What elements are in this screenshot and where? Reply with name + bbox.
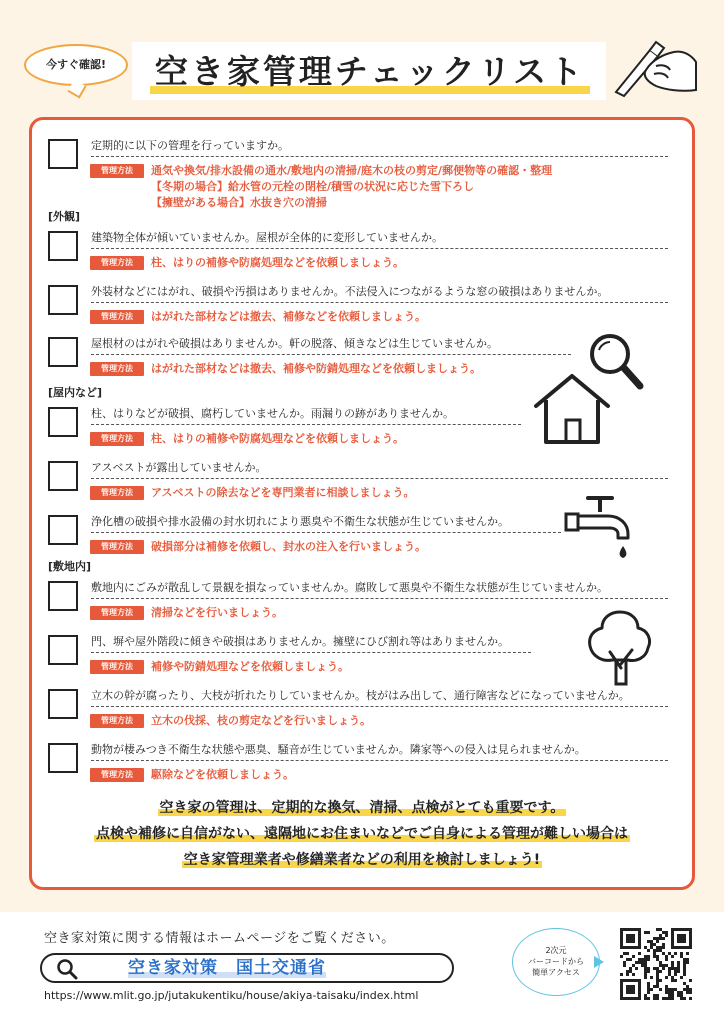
closing-text: 空き家の管理は、定期的な換気、清掃、点検がとても重要です。: [159, 800, 565, 816]
method-tag: 管理方法: [90, 256, 144, 270]
pen-hand-icon: [612, 30, 698, 96]
method-tag: 管理方法: [90, 164, 144, 178]
search-keyword[interactable]: [128, 958, 326, 978]
closing-text: 点検や補修に自信がない、遠隔地にお住まいなどでご自身による管理が難しい場合は: [96, 826, 628, 842]
checklist-item: [48, 580, 668, 624]
item-answer: はがれた部材などは撤去、補修や防錆処理などを依頼しましょう。: [151, 362, 481, 375]
closing-line: [30, 850, 694, 870]
page-title: 空き家管理チェックリスト: [154, 52, 586, 91]
method-tag: 管理方法: [90, 486, 144, 500]
checkbox[interactable]: [48, 743, 78, 773]
item-question: 建築物全体が傾いていませんか。屋根が全体的に変形していませんか。: [91, 230, 668, 249]
qr-code[interactable]: [620, 928, 692, 1000]
checkbox[interactable]: [48, 407, 78, 437]
item-question: 柱、はりなどが破損、腐朽していませんか。雨漏りの跡がありませんか。: [91, 406, 521, 425]
checklist-item: [48, 284, 668, 328]
item-question: 外装材などにはがれ、破損や汚損はありませんか。不法侵入につながるような窓の破損はありませんか。: [91, 284, 668, 303]
method-tag: 管理方法: [90, 768, 144, 782]
item-answer: アスベストの除去などを専門業者に相談しましょう。: [151, 486, 415, 499]
search-keyword-text: 空き家対策 国土交通省: [128, 958, 326, 978]
section-grounds: [敷地内]: [48, 560, 92, 573]
item-answer: 駆除などを依頼しましょう。: [151, 768, 294, 781]
footer-info-text: 空き家対策に関する情報はホームページをご覧ください。: [44, 931, 395, 946]
closing-text: 空き家管理業者や修繕業者などの利用を検討しましょう!: [183, 852, 541, 868]
search-icon: [56, 958, 78, 980]
checkbox[interactable]: [48, 515, 78, 545]
method-tag: 管理方法: [90, 606, 144, 620]
checklist-item: [48, 742, 668, 786]
qr-bubble-line: 簡単アクセス: [532, 968, 580, 977]
section-interior: [屋内など]: [48, 386, 103, 399]
method-tag: 管理方法: [90, 362, 144, 376]
faucet-icon: [562, 490, 638, 566]
qr-bubble-line: 2次元: [545, 946, 567, 955]
checkbox[interactable]: [48, 581, 78, 611]
item-answer: 【擁壁がある場合】水抜き穴の清掃: [151, 196, 327, 209]
item-question: アスベストが露出していませんか。: [91, 460, 668, 479]
checkbox[interactable]: [48, 461, 78, 491]
checkbox[interactable]: [48, 285, 78, 315]
checkbox[interactable]: [48, 231, 78, 261]
checkbox[interactable]: [48, 689, 78, 719]
badge-label: 今すぐ確認!: [45, 58, 107, 71]
item-question: 立木の幹が腐ったり、大枝が折れたりしていませんか。枝がはみ出して、通行障害などになっていませんか。: [91, 688, 668, 707]
item-answer: 柱、はりの補修や防腐処理などを依頼しましょう。: [151, 432, 404, 445]
checkbox[interactable]: [48, 635, 78, 665]
item-answer: 通気や換気/排水設備の通水/敷地内の清掃/庭木の枝の剪定/郵便物等の確認・整理: [151, 164, 553, 177]
qr-bubble-line: バーコードから: [528, 957, 584, 966]
closing-line: [30, 798, 694, 818]
item-answer: 立木の伐採、枝の剪定などを行いましょう。: [151, 714, 371, 727]
item-answer: 清掃などを行いましょう。: [151, 606, 283, 619]
section-exterior: [外観]: [48, 210, 81, 223]
checkbox[interactable]: [48, 139, 78, 169]
qr-access-bubble: [512, 928, 600, 996]
checklist-item-regular: [48, 138, 668, 210]
tree-icon: [584, 606, 656, 686]
item-answer: 破損部分は補修を依頼し、封水の注入を行いましょう。: [151, 540, 426, 553]
method-tag: 管理方法: [90, 660, 144, 674]
item-question: 動物が棲みつき不衛生な状態や悪臭、騒音が生じていませんか。隣家等への侵入は見られませんか。: [91, 742, 668, 761]
item-question: 浄化槽の破損や排水設備の封水切れにより悪臭や不衛生な状態が生じていませんか。: [91, 514, 561, 533]
checklist-item: [48, 634, 668, 678]
method-tag: 管理方法: [90, 714, 144, 728]
item-answer: はがれた部材などは撤去、補修などを依頼しましょう。: [151, 310, 426, 323]
checklist-item: [48, 230, 668, 274]
method-tag: 管理方法: [90, 310, 144, 324]
qr-bubble-tail: [594, 956, 604, 968]
checkbox[interactable]: [48, 337, 78, 367]
item-question: 屋根材のはがれや破損はありませんか。軒の脱落、傾きなどは生じていませんか。: [91, 336, 571, 355]
item-answer: 補修や防錆処理などを依頼しましょう。: [151, 660, 349, 673]
item-answer: 【冬期の場合】給水管の元栓の閉栓/積雪の状況に応じた雪下ろし: [151, 180, 475, 193]
item-question: 定期的に以下の管理を行っていますか。: [91, 138, 668, 157]
method-tag: 管理方法: [90, 432, 144, 446]
house-icon: [532, 372, 612, 446]
item-question: 敷地内にごみが散乱して景観を損なっていませんか。腐敗して悪臭や不衛生な状態が生じていませんか。: [91, 580, 668, 599]
homepage-url[interactable]: https://www.mlit.go.jp/jutakukentiku/house/akiya-taisaku/index.html: [44, 989, 419, 1002]
checklist-item: [48, 688, 668, 732]
closing-line: [30, 824, 694, 844]
method-tag: 管理方法: [90, 540, 144, 554]
item-answer: 柱、はりの補修や防腐処理などを依頼しましょう。: [151, 256, 404, 269]
item-question: 門、塀や屋外階段に傾きや破損はありませんか。擁壁にひび割れ等はありませんか。: [91, 634, 531, 653]
